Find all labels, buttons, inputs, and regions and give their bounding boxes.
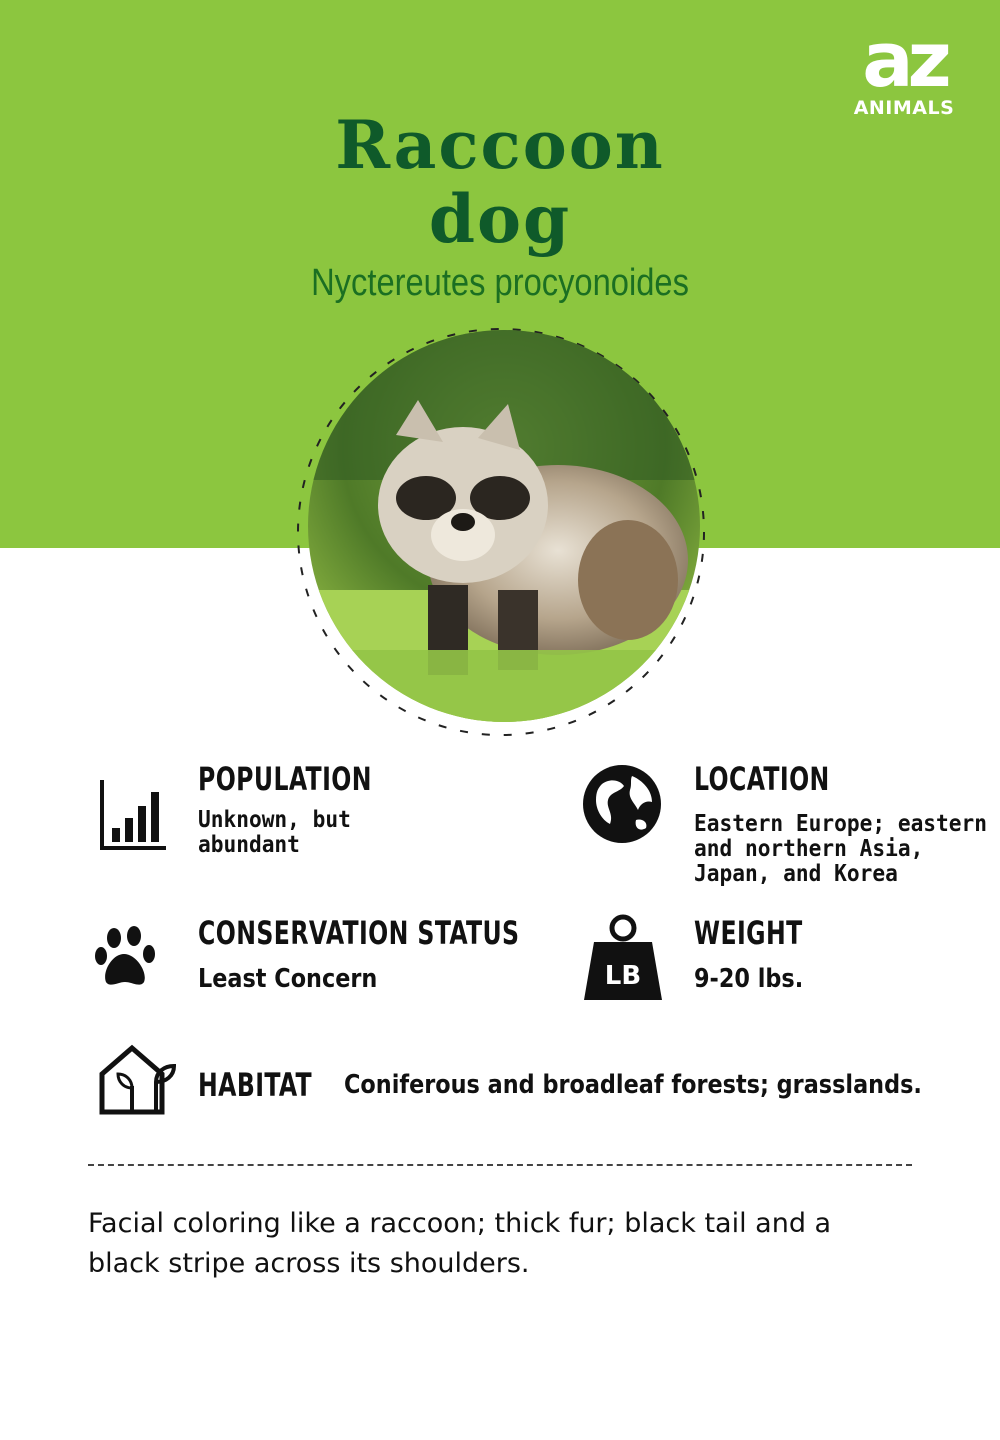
scientific-name: Nyctereutes procyonoides <box>311 262 689 304</box>
location-line-2: and northern Asia, <box>694 836 924 862</box>
logo-mark: az <box>862 15 946 104</box>
location-line-3: Japan, and Korea <box>694 861 898 887</box>
section-divider <box>88 1164 912 1166</box>
weight-icon-text: LB <box>604 961 642 991</box>
habitat-block <box>198 1066 337 1104</box>
description: Facial coloring like a raccoon; thick fur; black tail and a black stripe across its shoulders. <box>88 1208 832 1279</box>
population-label: POPULATION <box>198 760 372 798</box>
population-value: Unknown, but abundant <box>198 807 351 858</box>
conservation-block <box>198 914 590 994</box>
location-block <box>694 760 1000 887</box>
habitat-value-block <box>344 1070 1000 1100</box>
globe-icon <box>580 762 664 846</box>
title-line-1: Raccoon <box>335 106 665 184</box>
paw-icon <box>94 924 160 990</box>
weight-block <box>694 914 827 994</box>
animal-photo-frame <box>290 324 712 746</box>
conservation-label: CONSERVATION STATUS <box>198 914 520 952</box>
location-value <box>694 812 987 887</box>
location-line-1: Eastern Europe; eastern <box>694 811 988 837</box>
raccoon-dog-photo <box>308 330 700 722</box>
habitat-label: HABITAT <box>198 1066 313 1104</box>
bar-chart-icon <box>98 778 168 852</box>
page-title <box>0 108 1000 256</box>
location-label: LOCATION <box>694 760 830 798</box>
conservation-value: Least Concern <box>198 964 378 994</box>
weight-icon <box>582 914 664 1004</box>
az-animals-logo[interactable] <box>838 15 970 119</box>
habitat-value: Coniferous and broadleaf forests; grasslands. <box>344 1070 922 1100</box>
title-line-2: dog <box>428 180 572 258</box>
population-block <box>198 760 410 858</box>
weight-value: 9-20 lbs. <box>694 964 804 994</box>
weight-label: WEIGHT <box>694 914 803 952</box>
house-plant-icon <box>96 1044 178 1116</box>
logo-wordmark: ANIMALS <box>853 97 955 119</box>
